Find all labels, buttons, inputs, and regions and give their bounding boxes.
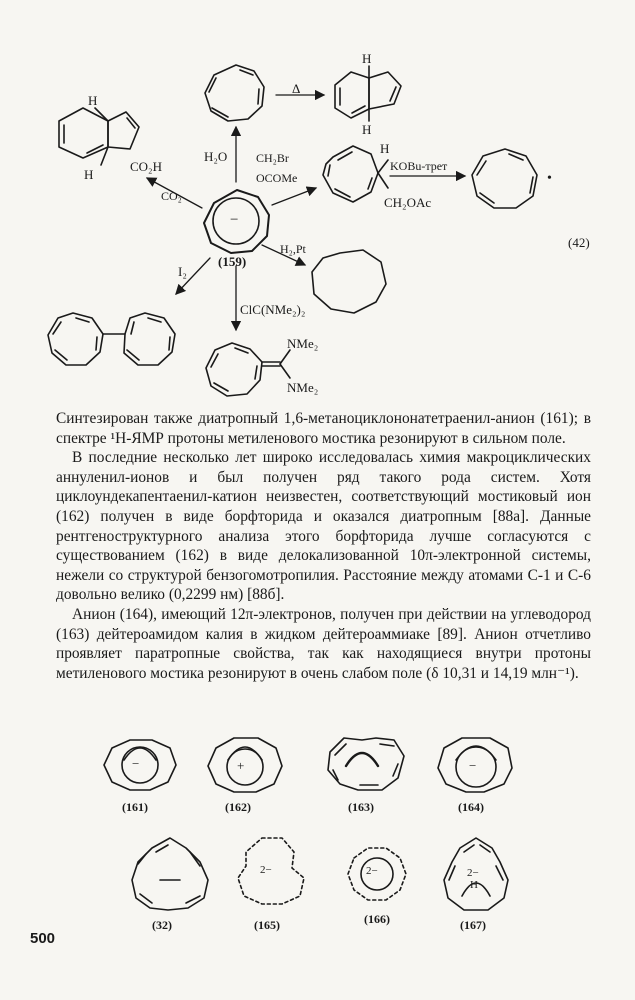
label-delta: Δ (292, 81, 301, 96)
label-h-left-top: H (88, 93, 98, 108)
label-h2pt: H₂,Pt (280, 242, 306, 256)
paragraph-1: Синтезирован также диатропный 1,6-метаноциклононатетраенил-анион (161); в спектре ¹Н-ЯМР протоны метиленового мостика резонируют в сильном поле. (56, 410, 591, 447)
caption-165: (165) (254, 918, 280, 932)
label-h-bottom: H (362, 122, 372, 137)
charge-164: − (469, 758, 477, 773)
label-dot: • (547, 171, 552, 186)
label-clc-nme2: ClC(NMe₂)₂ (240, 302, 306, 317)
caption-161: (161) (122, 800, 148, 814)
label-h-left-bottom: H (84, 167, 94, 182)
caption-166: (166) (364, 912, 390, 926)
charge-162: + (237, 758, 245, 773)
label-159: (159) (218, 254, 247, 269)
label-h2o: H₂O (204, 149, 228, 164)
paragraph-3: Анион (164), имеющий 12π-электронов, получен при действии на углеводород (163) дейтероамидом калия в жидком дейтероаммиаке [89]. Анион отчетливо проявляет паратропные свойства, так как находящиеся внутри протоны метиленового мостика резонируют в очень слабом поле (δ 10,31 и 14,19 млн⁻¹). (56, 605, 591, 682)
label-h-top: H (362, 51, 372, 66)
paragraph-2: В последние несколько лет широко исследовалась химия макроциклических аннуленил-ионов и был получен ряд такого рода систем. Хотя циклоундекапентаенил-катион неизвестен, соответствующий мостиковый ион (162) получен в виде борфторида и оказался диатропным [88а]. Данные рентгеноструктурного анализа этого борфторида лучше согласуются с существованием (162) в виде делокализованной 10π-электронной системы, нежели со структурой бензогомотропилия. Расстояние между атомами С-1 и С-6 довольно велико (0,2299 нм) [88б]. (56, 449, 591, 604)
charge-161: − (132, 756, 140, 771)
structure-32 (132, 838, 208, 910)
label-h-167: H (470, 879, 478, 891)
label-ch2br: CH₂Br (256, 151, 289, 165)
equation-number: (42) (568, 235, 590, 250)
structure-161 (104, 740, 176, 790)
structure-163 (328, 738, 404, 790)
label-i2: I₂ (178, 264, 187, 279)
caption-32: (32) (152, 918, 172, 932)
label-co2h: CO₂H (130, 159, 162, 174)
label-nme2-top: NMe₂ (287, 336, 319, 351)
caption-167: (167) (460, 918, 486, 932)
label-nme2-bottom: NMe₂ (287, 380, 319, 395)
caption-163: (163) (348, 800, 374, 814)
label-ocome: OCOMe (256, 171, 298, 185)
label-h-spiro: H (380, 141, 390, 156)
caption-162: (162) (225, 800, 251, 814)
label-co2: CO₂ (161, 189, 182, 203)
charge-165: 2− (260, 864, 272, 876)
charge-167: 2− (467, 867, 479, 879)
page-number: 500 (30, 930, 56, 947)
label-ch2oac: CH₂OAc (384, 195, 432, 210)
charge-166: 2− (366, 865, 378, 877)
caption-164: (164) (458, 800, 484, 814)
anion-charge: − (230, 212, 239, 228)
structure-162 (208, 738, 282, 792)
label-kobu: KOBu-трет (390, 159, 448, 173)
